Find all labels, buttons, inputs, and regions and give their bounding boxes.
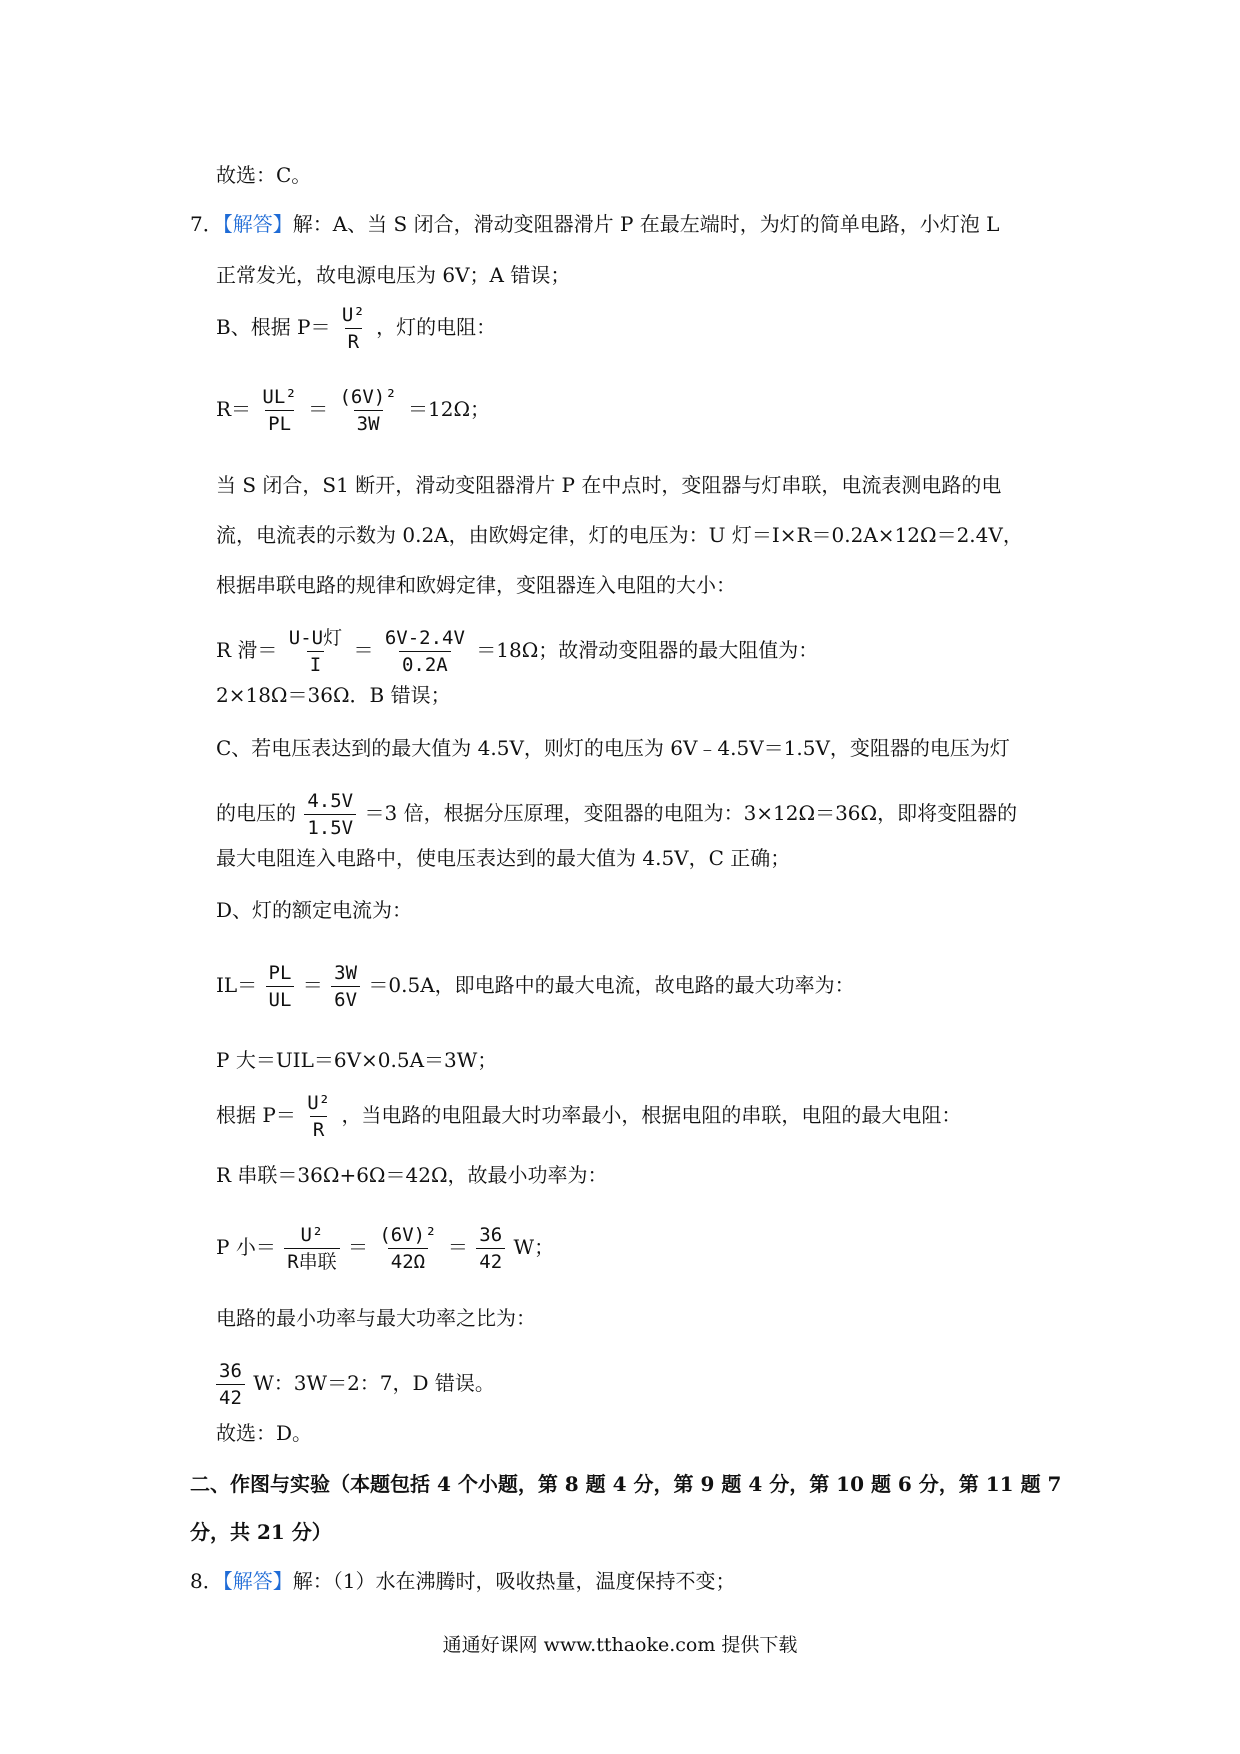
text: ＝ bbox=[353, 638, 374, 662]
numerator: (6V)² bbox=[379, 1224, 437, 1246]
line-resistance-calc bbox=[216, 384, 490, 437]
numerator: U² bbox=[307, 1092, 331, 1114]
text: ，灯的电阻： bbox=[376, 315, 497, 339]
text: ＝ bbox=[308, 397, 329, 421]
text: 当 S 闭合，S1 断开，滑动变阻器滑片 P 在中点时，变阻器与灯串联，电流表测电路的电 bbox=[216, 473, 1002, 497]
fraction bbox=[331, 960, 360, 1013]
numerator: 6V-2.4V bbox=[384, 627, 465, 649]
denominator: R串联 bbox=[284, 1248, 339, 1275]
text: 的电压的 bbox=[216, 801, 296, 825]
line-b-wrong bbox=[216, 680, 451, 710]
numerator: U² bbox=[341, 304, 365, 326]
text: C、若电压表达到的最大值为 4.5V，则灯的电压为 6V﹣4.5V＝1.5V，变阻器的电压为灯 bbox=[216, 736, 1010, 760]
text: W：3W＝2：7，D 错误。 bbox=[253, 1371, 495, 1395]
numerator: 4.5V bbox=[307, 790, 354, 812]
numerator: (6V)² bbox=[339, 386, 397, 408]
text: 解：（1）水在沸腾时，吸收热量，温度保持不变； bbox=[292, 1569, 736, 1593]
fraction bbox=[266, 960, 295, 1013]
text: 故选：D。 bbox=[216, 1421, 313, 1445]
text: ，当电路的电阻最大时功率最小，根据电阻的串联，电阻的最大电阻： bbox=[341, 1103, 962, 1127]
line-series-resistance bbox=[216, 1160, 608, 1190]
fraction bbox=[476, 1222, 505, 1275]
text: ＝0.5A，即电路中的最大电流，故电路的最大功率为： bbox=[368, 973, 855, 997]
denominator: 3W bbox=[354, 410, 383, 437]
fraction bbox=[304, 1090, 333, 1143]
text: 二、作图与实验（本题包括 4 个小题，第 8 题 4 分，第 9 题 4 分，第 10 题 6 分，第 11 题 7 bbox=[190, 1472, 1062, 1496]
line-source-voltage bbox=[216, 260, 570, 290]
text: 2×18Ω＝36Ω．B 错误； bbox=[216, 683, 451, 707]
fraction bbox=[376, 1222, 439, 1275]
text: R 串联＝36Ω+6Ω＝42Ω，故最小功率为： bbox=[216, 1163, 608, 1187]
denominator: 1.5V bbox=[304, 814, 356, 841]
line-series-3 bbox=[216, 570, 736, 600]
text: P 小＝ bbox=[216, 1235, 276, 1259]
fraction bbox=[339, 302, 368, 355]
denominator: 0.2A bbox=[399, 651, 451, 678]
text: 根据串联电路的规律和欧姆定律，变阻器连入电阻的大小： bbox=[216, 573, 736, 597]
text: 解：A、当 S 闭合，滑动变阻器滑片 P 在最左端时，为灯的简单电路，小灯泡 L bbox=[292, 212, 1000, 236]
text: ＝ bbox=[447, 1235, 468, 1259]
q7-intro-line bbox=[190, 209, 999, 239]
page-footer: 通通好课网 www.tthaoke.com 提供下载 bbox=[442, 1634, 798, 1656]
denominator: 6V bbox=[331, 986, 360, 1013]
text: P 大＝UIL＝6V×0.5A＝3W； bbox=[216, 1048, 498, 1072]
numerator: UL² bbox=[262, 386, 297, 408]
denominator: 42Ω bbox=[388, 1248, 428, 1275]
denominator: PL bbox=[265, 410, 294, 437]
fraction bbox=[284, 1222, 339, 1275]
fraction bbox=[259, 384, 299, 437]
denominator: I bbox=[307, 651, 324, 678]
line-rheostat-calc bbox=[216, 625, 818, 678]
text: ＝3 倍，根据分压原理，变阻器的电阻为：3×12Ω＝36Ω，即将变阻器的 bbox=[364, 801, 1018, 825]
text: 正常发光，故电源电压为 6V；A 错误； bbox=[216, 263, 571, 287]
denominator: R bbox=[345, 328, 362, 355]
line-min-power-calc bbox=[216, 1222, 554, 1275]
numerator: PL bbox=[268, 962, 292, 984]
question-number: 7． bbox=[190, 212, 223, 236]
fraction bbox=[286, 625, 345, 678]
text: R 滑＝ bbox=[216, 638, 278, 662]
question-number: 8． bbox=[190, 1569, 223, 1593]
line-g-formula bbox=[216, 1090, 961, 1143]
text: 故选：C。 bbox=[216, 163, 312, 187]
text: R＝ bbox=[216, 397, 252, 421]
text: 电路的最小功率与最大功率之比为： bbox=[216, 1306, 536, 1330]
section-2-heading-2 bbox=[190, 1517, 332, 1547]
denominator: UL bbox=[266, 986, 295, 1013]
line-series-2 bbox=[216, 520, 1023, 550]
fraction bbox=[382, 625, 468, 678]
answer-tag: 【解答】 bbox=[222, 212, 293, 236]
denominator: R bbox=[310, 1116, 327, 1143]
text: 根据 P＝ bbox=[216, 1103, 296, 1127]
text: W； bbox=[513, 1235, 555, 1259]
line-c-1 bbox=[216, 733, 1010, 763]
numerator: U-U灯 bbox=[288, 627, 343, 649]
text: ＝ bbox=[348, 1235, 368, 1259]
text: 最大电阻连入电路中，使电压表达到的最大值为 4.5V，C 正确； bbox=[216, 846, 791, 870]
numerator: 36 bbox=[219, 1360, 242, 1382]
text: ＝12Ω； bbox=[408, 397, 491, 421]
line-b-formula bbox=[216, 302, 496, 355]
numerator: 36 bbox=[479, 1224, 503, 1246]
q8-line bbox=[190, 1566, 735, 1596]
text: ＝18Ω；故滑动变阻器的最大阻值为： bbox=[476, 638, 819, 662]
denominator: 42 bbox=[216, 1384, 245, 1411]
text: 流，电流表的示数为 0.2A，由欧姆定律，灯的电压为：U 灯＝I×R＝0.2A×12Ω＝2.4V， bbox=[216, 523, 1023, 547]
text: ＝ bbox=[302, 973, 323, 997]
text: 分，共 21 分） bbox=[190, 1520, 332, 1544]
line-choose-c bbox=[216, 160, 311, 190]
line-d-1 bbox=[216, 895, 412, 925]
text: D、灯的额定电流为： bbox=[216, 898, 413, 922]
answer-tag: 【解答】 bbox=[222, 1569, 293, 1593]
fraction bbox=[336, 384, 399, 437]
text: B、根据 P＝ bbox=[216, 315, 331, 339]
line-c-2 bbox=[216, 788, 1017, 841]
line-ratio-intro bbox=[216, 1303, 536, 1333]
fraction bbox=[216, 1358, 245, 1411]
line-max-power bbox=[216, 1045, 497, 1075]
line-choose-d bbox=[216, 1418, 312, 1448]
denominator: 42 bbox=[476, 1248, 505, 1275]
line-ratio-calc bbox=[216, 1358, 495, 1411]
fraction bbox=[304, 788, 356, 841]
numerator: U² bbox=[300, 1224, 324, 1246]
numerator: 3W bbox=[334, 962, 358, 984]
section-2-heading-1 bbox=[190, 1469, 1061, 1499]
line-series-1 bbox=[216, 470, 1001, 500]
line-c-3 bbox=[216, 843, 790, 873]
line-current-calc bbox=[216, 960, 855, 1013]
text: IL＝ bbox=[216, 973, 258, 997]
